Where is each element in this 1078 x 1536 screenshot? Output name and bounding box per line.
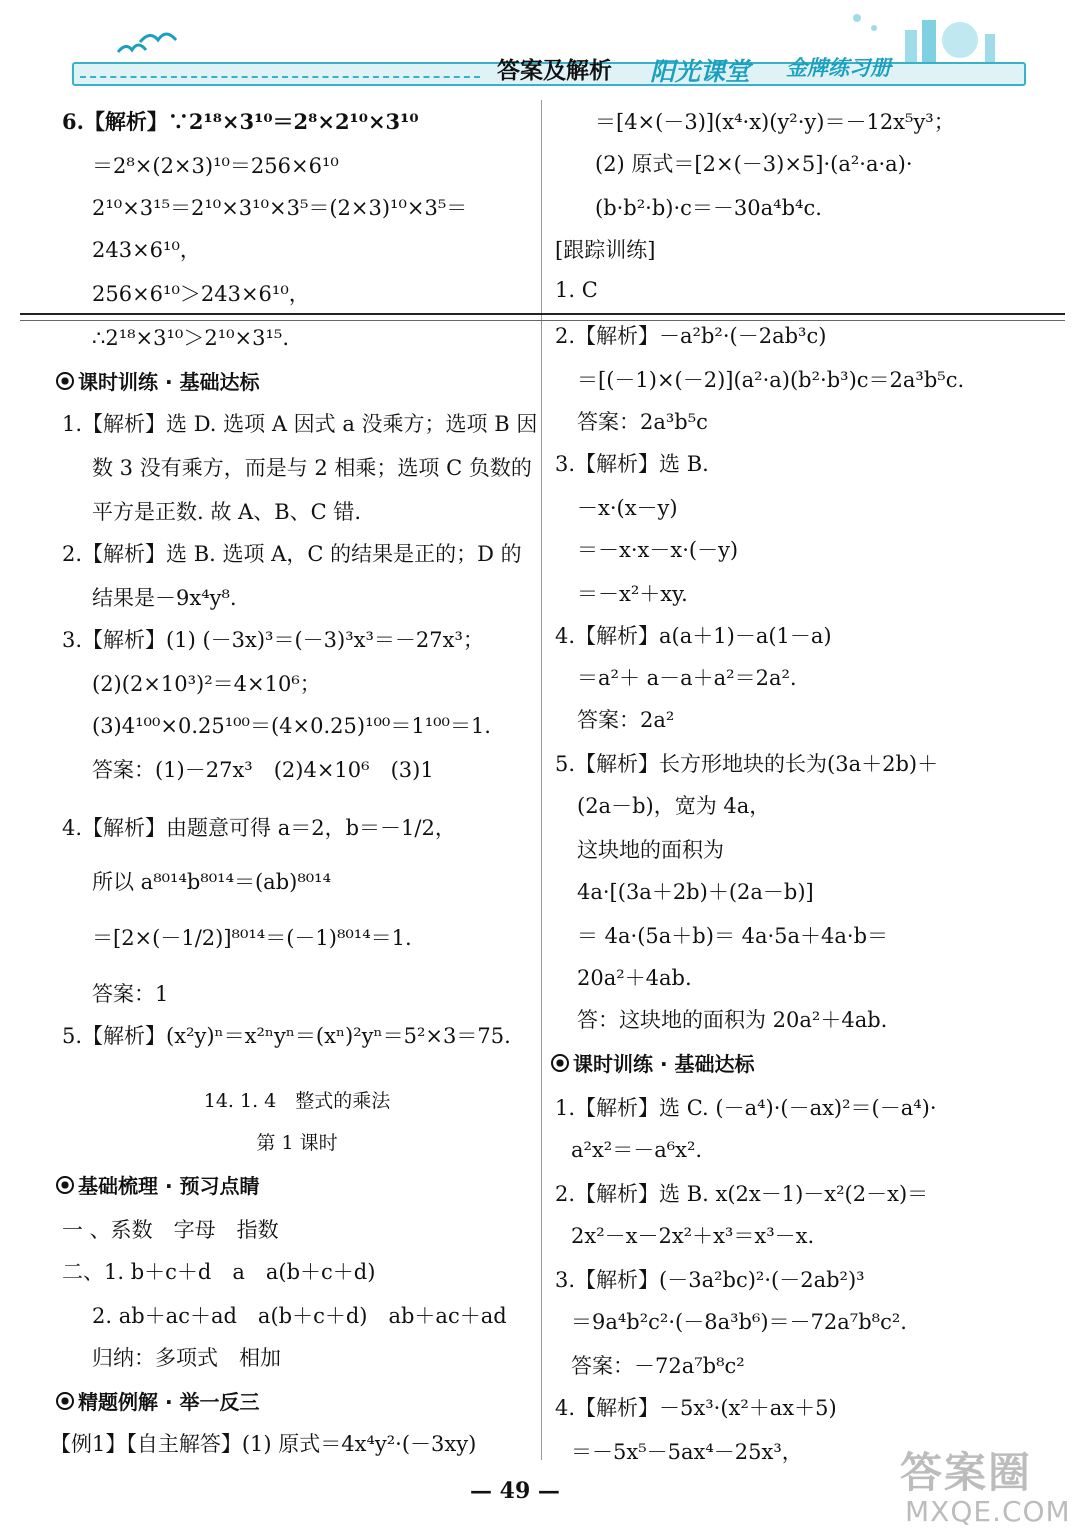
section-heading: 课时训练 · 基础达标 [56, 366, 260, 395]
lesson-period: 第 1 课时 [256, 1132, 338, 1154]
text-line: ＝[4×(－3)](x⁴·x)(y²·y)＝－12x⁵y³； [595, 110, 955, 134]
text-line: a²x²＝－a⁶x². [571, 1138, 703, 1162]
header-dash [80, 76, 480, 78]
text-line: (2) 原式＝[2×(－3)×5]·(a²·a·a)· [595, 152, 913, 176]
page-number: — 49 — [470, 1478, 560, 1504]
diamond-icon [56, 1392, 74, 1410]
text-line: 3.【解析】(1) (－3x)³＝(－3)³x³＝－27x³； [62, 628, 484, 652]
text-line: 243×6¹⁰， [92, 238, 201, 262]
fold-line [20, 313, 1065, 316]
text-line: 2¹⁰×3¹⁵＝2¹⁰×3¹⁰×3⁵＝(2×3)¹⁰×3⁵＝ [92, 196, 468, 220]
answer-line: 答案：2a² [577, 708, 675, 732]
text-line: ＝－5x⁵－5ax⁴－25x³， [571, 1440, 803, 1464]
answer-line: 答案：－72a⁷b⁸c² [571, 1354, 745, 1378]
text-line: 4.【解析】－5x³·(x²＋ax＋5) [555, 1396, 837, 1420]
diamond-icon [551, 1054, 569, 1072]
text-line: 4.【解析】a(a＋1)－a(1－a) [555, 624, 832, 648]
watermark-logo: 答案圈 [900, 1448, 1033, 1497]
text-line: 20a²＋4ab. [577, 966, 692, 990]
header-brand: 阳光课堂 [650, 57, 751, 86]
text-line: 2. ab＋ac＋ad a(b＋c＋d) ab＋ac＋ad [92, 1304, 507, 1328]
text-line: 【例1】【自主解答】(1) 原式＝4x⁴y²·(－3xy) [50, 1432, 477, 1456]
text-line: 答：这块地的面积为 20a²＋4ab. [577, 1008, 888, 1032]
page-header [0, 0, 1078, 100]
text-line: ＝－x²＋xy. [577, 582, 688, 606]
text-line: 256×6¹⁰＞243×6¹⁰， [92, 282, 310, 306]
fold-line-2 [20, 320, 1065, 321]
text-line: 1.【解析】选 C. (－a⁴)·(－ax)²＝(－a⁴)· [555, 1096, 937, 1120]
header-section: 答案及解析 [497, 58, 612, 84]
section-heading: 基础梳理 · 预习点睛 [56, 1170, 260, 1199]
section-heading: 课时训练 · 基础达标 [551, 1048, 755, 1077]
answer-line: 答案：1 [92, 982, 169, 1006]
section-heading: 精题例解 · 举一反三 [56, 1386, 260, 1415]
text-line: 所以 a⁸⁰¹⁴b⁸⁰¹⁴＝(ab)⁸⁰¹⁴ [92, 870, 332, 894]
text-line: 一 、系数 字母 指数 [62, 1218, 279, 1242]
text-line: 2x²－x－2x²＋x³＝x³－x. [571, 1224, 815, 1248]
diamond-icon [56, 1176, 74, 1194]
text-line: (2a－b)，宽为 4a， [577, 794, 771, 818]
text-line: ＝[(－1)×(－2)](a²·a)(b²·b³)c＝2a³b⁵c. [577, 368, 965, 392]
text-line: 5.【解析】(x²y)ⁿ＝x²ⁿyⁿ＝(xⁿ)²yⁿ＝5²×3＝75. [62, 1024, 511, 1048]
text-line: 结果是－9x⁴y⁸. [92, 586, 237, 610]
text-line: (3)4¹⁰⁰×0.25¹⁰⁰＝(4×0.25)¹⁰⁰＝1¹⁰⁰＝1. [92, 714, 491, 738]
answer-line: 答案：(1)－27x³ (2)4×10⁶ (3)1 [92, 758, 434, 782]
text-line: 归纳：多项式 相加 [92, 1346, 281, 1370]
q6-line: 6.【解析】∵2¹⁸×3¹⁰＝2⁸×2¹⁰×3¹⁰ [62, 109, 419, 134]
lesson-title: 14. 1. 4 整式的乘法 [203, 1090, 391, 1112]
text-line: (2)(2×10³)²＝4×10⁶； [92, 672, 321, 696]
text-line: 数 3 没有乘方，而是与 2 相乘；选项 C 负数的 [92, 456, 532, 480]
watermark-url: MXQE.COM [905, 1495, 1071, 1528]
text-line: －x·(x－y) [577, 496, 678, 520]
text-line: 2.【解析】－a²b²·(－2ab³c) [555, 324, 827, 348]
text-line: 1. C [555, 278, 598, 302]
text-line: 2.【解析】选 B. 选项 A，C 的结果是正的；D 的 [62, 542, 522, 566]
text-line: ∴2¹⁸×3¹⁰＞2¹⁰×3¹⁵. [92, 326, 290, 350]
text-line: ＝2⁸×(2×3)¹⁰＝256×6¹⁰ [92, 154, 339, 178]
text-line: 二、1. b＋c＋d a a(b＋c＋d) [62, 1260, 376, 1284]
text-line: ＝－x·x－x·(－y) [577, 538, 739, 562]
text-line: ＝ 4a·(5a＋b)＝ 4a·5a＋4a·b＝ [577, 924, 889, 948]
text-line: 2.【解析】选 B. x(2x－1)－x²(2－x)＝ [555, 1182, 929, 1206]
text-line: ＝[2×(－1/2)]⁸⁰¹⁴＝(－1)⁸⁰¹⁴＝1. [92, 926, 412, 950]
text-line: ＝a²＋ a－a＋a²＝2a². [577, 666, 797, 690]
answer-line: 答案：2a³b⁵c [577, 410, 708, 434]
text-line: (b·b²·b)·c＝－30a⁴b⁴c. [595, 196, 822, 220]
header-book: 金牌练习册 [786, 56, 891, 80]
text-line: 4.【解析】由题意可得 a＝2，b＝－1/2， [62, 816, 456, 840]
text-line: ＝9a⁴b²c²·(－8a³b⁶)＝－72a⁷b⁸c². [571, 1310, 907, 1334]
text-line: 1.【解析】选 D. 选项 A 因式 a 没乘方；选项 B 因 [62, 412, 538, 436]
text-line: 5.【解析】长方形地块的长为(3a＋2b)＋ [555, 752, 939, 776]
text-line: 平方是正数. 故 A、B、C 错. [92, 500, 362, 524]
text-line: 这块地的面积为 [577, 838, 724, 862]
diamond-icon [56, 372, 74, 390]
column-rule [541, 100, 542, 1460]
text-line: 3.【解析】选 B. [555, 452, 709, 476]
text-line: 3.【解析】(－3a²bc)²·(－2ab²)³ [555, 1268, 865, 1292]
text-line: 4a·[(3a＋2b)＋(2a－b)] [577, 880, 814, 904]
text-line: [跟踪训练] [555, 238, 656, 262]
